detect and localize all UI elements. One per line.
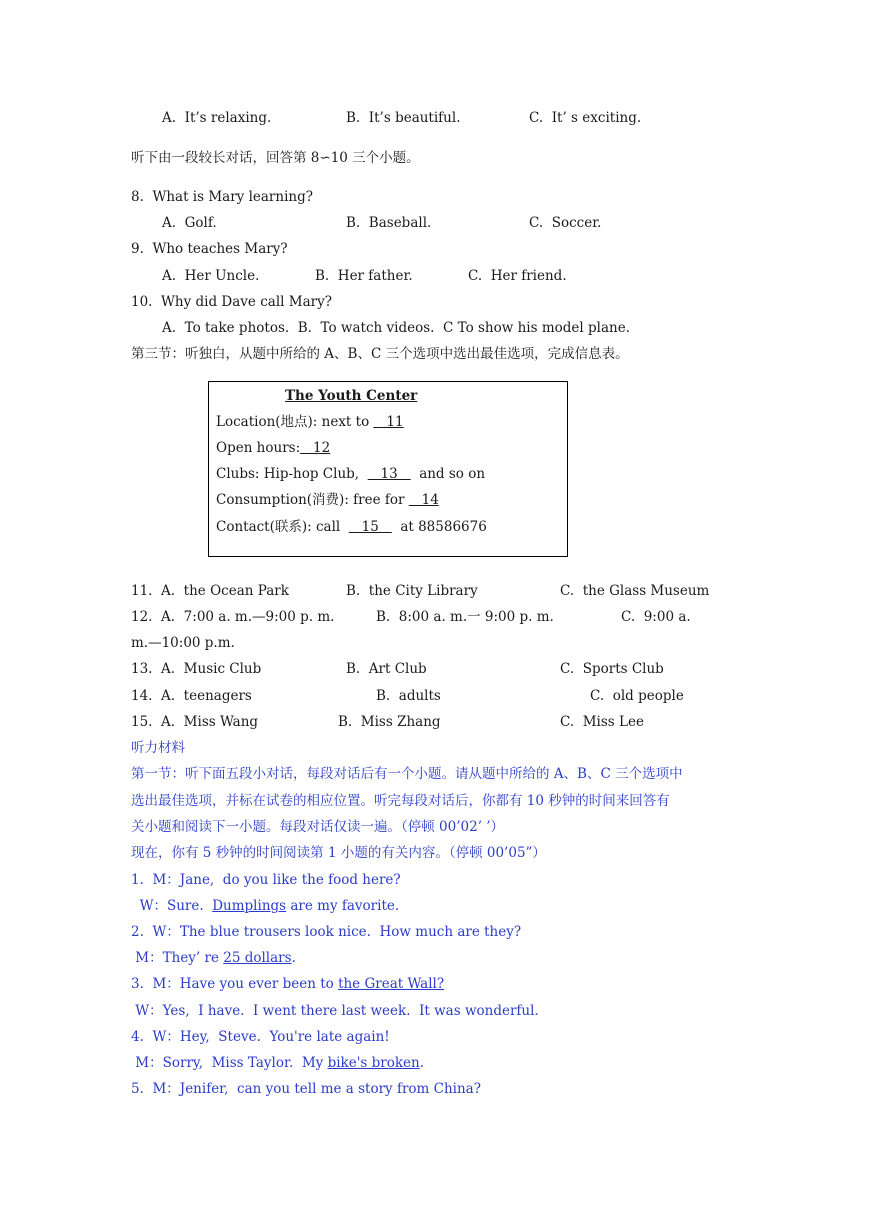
info-clubs-row [216, 465, 485, 483]
script-sec1-line4: 现在，你有 5 秒钟的时间阅读第 1 小题的有关内容。（停顿 00’05”） [131, 845, 546, 861]
q9-option-a: A. Her Uncle. [162, 268, 260, 284]
section3-intro: 第三节：听独白，从题中所给的 A、B、C 三个选项中选出最佳选项，完成信息表。 [131, 346, 629, 362]
dialog4-m-pre: M：Sorry, Miss Taylor. My [131, 1055, 328, 1071]
dialog3-m-key: the Great Wall? [338, 976, 445, 992]
script-heading: 听力材料 [131, 740, 185, 756]
q7-option-c: C. It’ s exciting. [529, 110, 642, 126]
q12-option-a: 12. A. 7:00 a. m.—9:00 p. m. [131, 609, 335, 625]
section-8-10-intro: 听下由一段较长对话，回答第 8∽10 三个小题。 [131, 150, 420, 166]
dialog1-w-post: are my favorite. [286, 898, 400, 914]
blank-13: 13 [367, 466, 411, 482]
dialog3-m-pre: 3. M：Have you ever been to [131, 976, 339, 992]
info-consumption-row [216, 491, 439, 509]
dialog4-w: 4. W：Hey, Steve. You're late again! [131, 1029, 390, 1045]
q8-option-b: B. Baseball. [346, 215, 432, 231]
info-hours-label: Open hours: [216, 440, 301, 456]
blank-14: 14 [408, 492, 439, 508]
q15-option-c: C. Miss Lee [560, 714, 644, 730]
q7-option-a: A. It’s relaxing. [162, 110, 272, 126]
blank-11: 11 [373, 414, 404, 430]
dialog1-w-key: Dumplings [212, 898, 287, 914]
q14-option-b: B. adults [376, 688, 441, 704]
q11-option-c: C. the Glass Museum [560, 583, 710, 599]
script-sec1-line3: 关小题和阅读下一小题。每段对话仅读一遍。（停顿 00’02’ ’） [131, 819, 505, 835]
q13-option-b: B. Art Club [346, 661, 427, 677]
info-consumption-label: Consumption(消费): free for [216, 492, 409, 508]
dialog2-m-pre: M：They’ re [131, 950, 224, 966]
blank-15: 15 [348, 519, 392, 535]
info-location-label: Location(地点): next to [216, 414, 374, 430]
q12-option-c-cont: m.—10:00 p.m. [131, 635, 235, 651]
q8-stem: 8. What is Mary learning? [131, 189, 313, 205]
q7-option-b: B. It’s beautiful. [346, 110, 461, 126]
q9-stem: 9. Who teaches Mary? [131, 241, 288, 257]
q15-option-a: 15. A. Miss Wang [131, 714, 259, 730]
script-sec1-line1: 第一节：听下面五段小对话，每段对话后有一个小题。请从题中所给的 A、B、C 三个选项中 [131, 766, 683, 782]
dialog4-m-post: . [419, 1055, 425, 1071]
info-contact-label: Contact(联系): call [216, 519, 349, 535]
info-clubs-suffix: and so on [410, 466, 486, 482]
info-table-title: The Youth Center [285, 388, 418, 404]
info-contact-suffix: at 88586676 [391, 519, 487, 535]
dialog5-m: 5. M：Jenifer, can you tell me a story from China? [131, 1081, 481, 1097]
q12-option-c: C. 9:00 a. [621, 609, 691, 625]
dialog4-m [131, 1054, 424, 1072]
q9-option-b: B. Her father. [315, 268, 413, 284]
q8-option-c: C. Soccer. [529, 215, 602, 231]
dialog2-w: 2. W：The blue trousers look nice. How much are they? [131, 924, 522, 940]
q14-option-c: C. old people [590, 688, 684, 704]
info-contact-row [216, 518, 487, 536]
q13-option-c: C. Sports Club [560, 661, 664, 677]
dialog3-m [131, 975, 444, 993]
q12-option-b: B. 8:00 a. m.一 9:00 p. m. [376, 609, 554, 625]
q13-option-a: 13. A. Music Club [131, 661, 262, 677]
dialog1-w [131, 897, 399, 915]
info-table [208, 381, 568, 557]
q11-option-b: B. the City Library [346, 583, 478, 599]
q10-options: A. To take photos. B. To watch videos. C To show his model plane. [162, 320, 630, 336]
dialog2-m-key: 25 dollars [223, 950, 292, 966]
info-location-row [216, 413, 404, 431]
q8-option-a: A. Golf. [162, 215, 217, 231]
dialog3-w: W：Yes, I have. I went there last week. It was wonderful. [131, 1003, 539, 1019]
blank-12: 12 [300, 440, 331, 456]
dialog2-m-post: . [291, 950, 296, 966]
dialog2-m [131, 949, 296, 967]
dialog1-w-pre: W：Sure. [131, 898, 213, 914]
q15-option-b: B. Miss Zhang [338, 714, 441, 730]
info-hours-row [216, 439, 330, 457]
dialog4-m-key: bike's broken [327, 1055, 420, 1071]
info-clubs-label: Clubs: Hip-hop Club, [216, 466, 368, 482]
q10-stem: 10. Why did Dave call Mary? [131, 294, 332, 310]
q14-option-a: 14. A. teenagers [131, 688, 252, 704]
dialog1-m: 1. M：Jane, do you like the food here? [131, 872, 401, 888]
q9-option-c: C. Her friend. [468, 268, 567, 284]
q11-option-a: 11. A. the Ocean Park [131, 583, 289, 599]
script-sec1-line2: 选出最佳选项，并标在试卷的相应位置。听完每段对话后，你都有 10 秒钟的时间来回答有 [131, 793, 670, 809]
